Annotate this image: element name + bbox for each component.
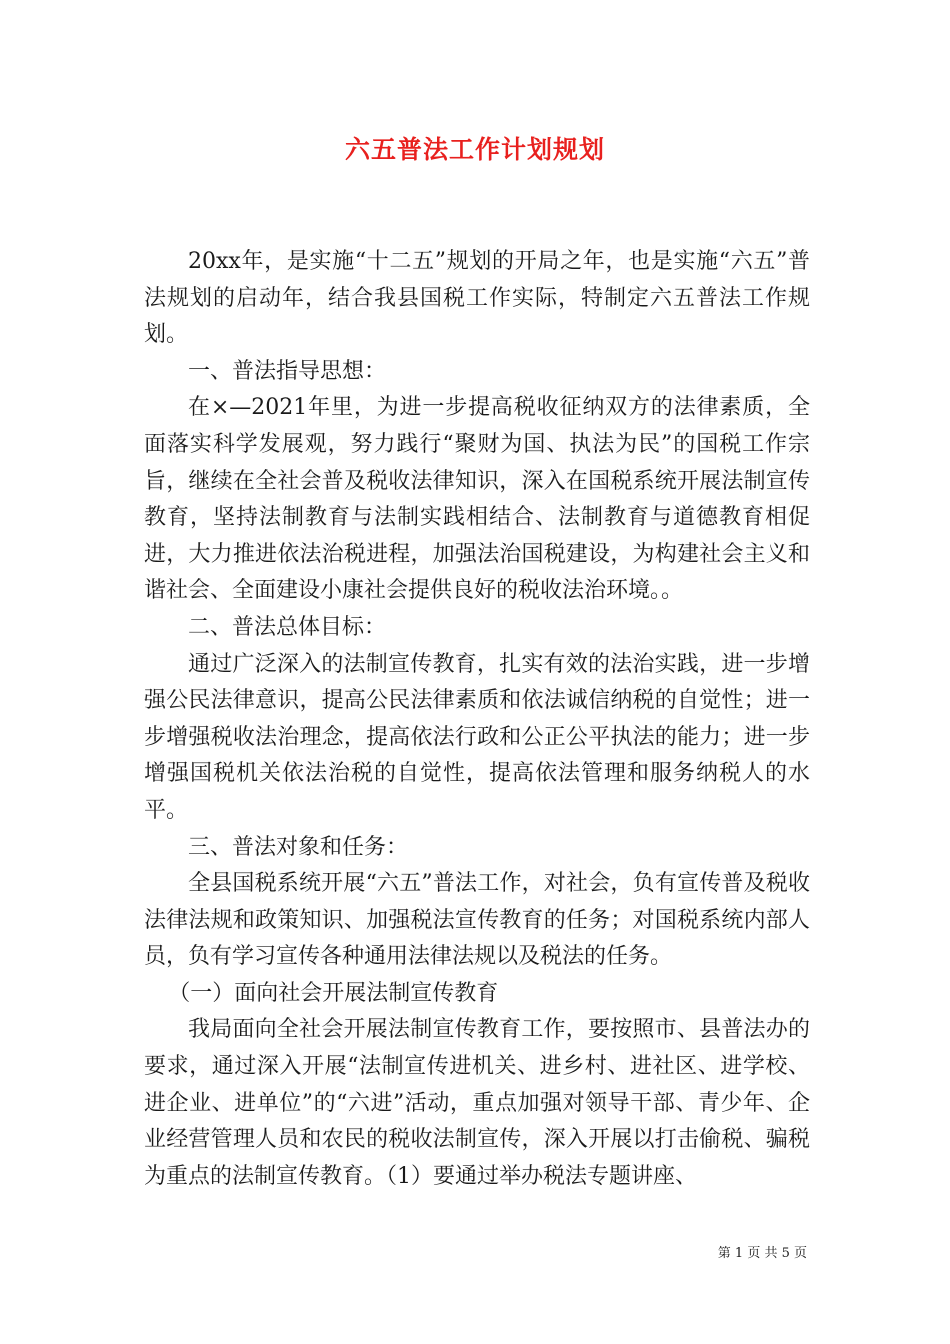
- paragraph-guiding-thought: 在×—2021年里，为进一步提高税收征纳双方的法律素质，全面落实科学发展观，努力践行“聚财为国、执法为民”的国税工作宗旨，继续在全社会普及税收法律知识，深入在国税系统开展法制宣传教育，坚持法制教育与法制实践相结合、法制教育与道德教育相促进，大力推进依法治税进程，加强法治国税建设，为构建社会主义和谐社会、全面建设小康社会提供良好的税收法治环境。。: [144, 395, 810, 604]
- section-heading-guiding-thought: 一、普法指导思想：: [188, 358, 387, 384]
- paragraph-targets-tasks: 全县国税系统开展“六五”普法工作，对社会，负有宣传普及税收法律法规和政策知识、加强税法宣传教育的任务；对国税系统内部人员，负有学习宣传各种通用法律法规以及税法的任务。: [144, 871, 810, 970]
- document-body: [144, 244, 810, 1195]
- paragraph-overall-goal: 通过广泛深入的法制宣传教育，扎实有效的法治实践，进一步增强公民法律意识，提高公民法律素质和依法诚信纳税的自觉性；进一步增强税收法治理念，提高依法行政和公正公平执法的能力；进一步增强国税机关依法治税的自觉性，提高依法管理和服务纳税人的水平。: [144, 651, 810, 823]
- page-number: 第 1 页 共 5 页: [717, 1246, 807, 1261]
- section-heading-targets-tasks: 三、普法对象和任务：: [188, 834, 409, 860]
- paragraph-social-education: 我局面向全社会开展法制宣传教育工作，要按照市、县普法办的要求，通过深入开展“法制宣传进机关、进乡村、进社区、进学校、进企业、进单位”的“六进”活动，重点加强对领导干部、青少年、企业经营管理人员和农民的税收法制宣传，深入开展以打击偷税、骗税为重点的法制宣传教育。（1）要通过举办税法专题讲座、: [144, 1017, 810, 1189]
- paragraph-intro: 20xx年，是实施“十二五”规划的开局之年，也是实施“六五”普法规划的启动年，结合我县国税工作实际，特制定六五普法工作规划。: [144, 249, 810, 348]
- section-heading-overall-goal: 二、普法总体目标：: [188, 614, 387, 640]
- subsection-heading-social-education: （一）面向社会开展法制宣传教育: [168, 980, 499, 1006]
- document-title: 六五普法工作计划规划: [344, 135, 605, 164]
